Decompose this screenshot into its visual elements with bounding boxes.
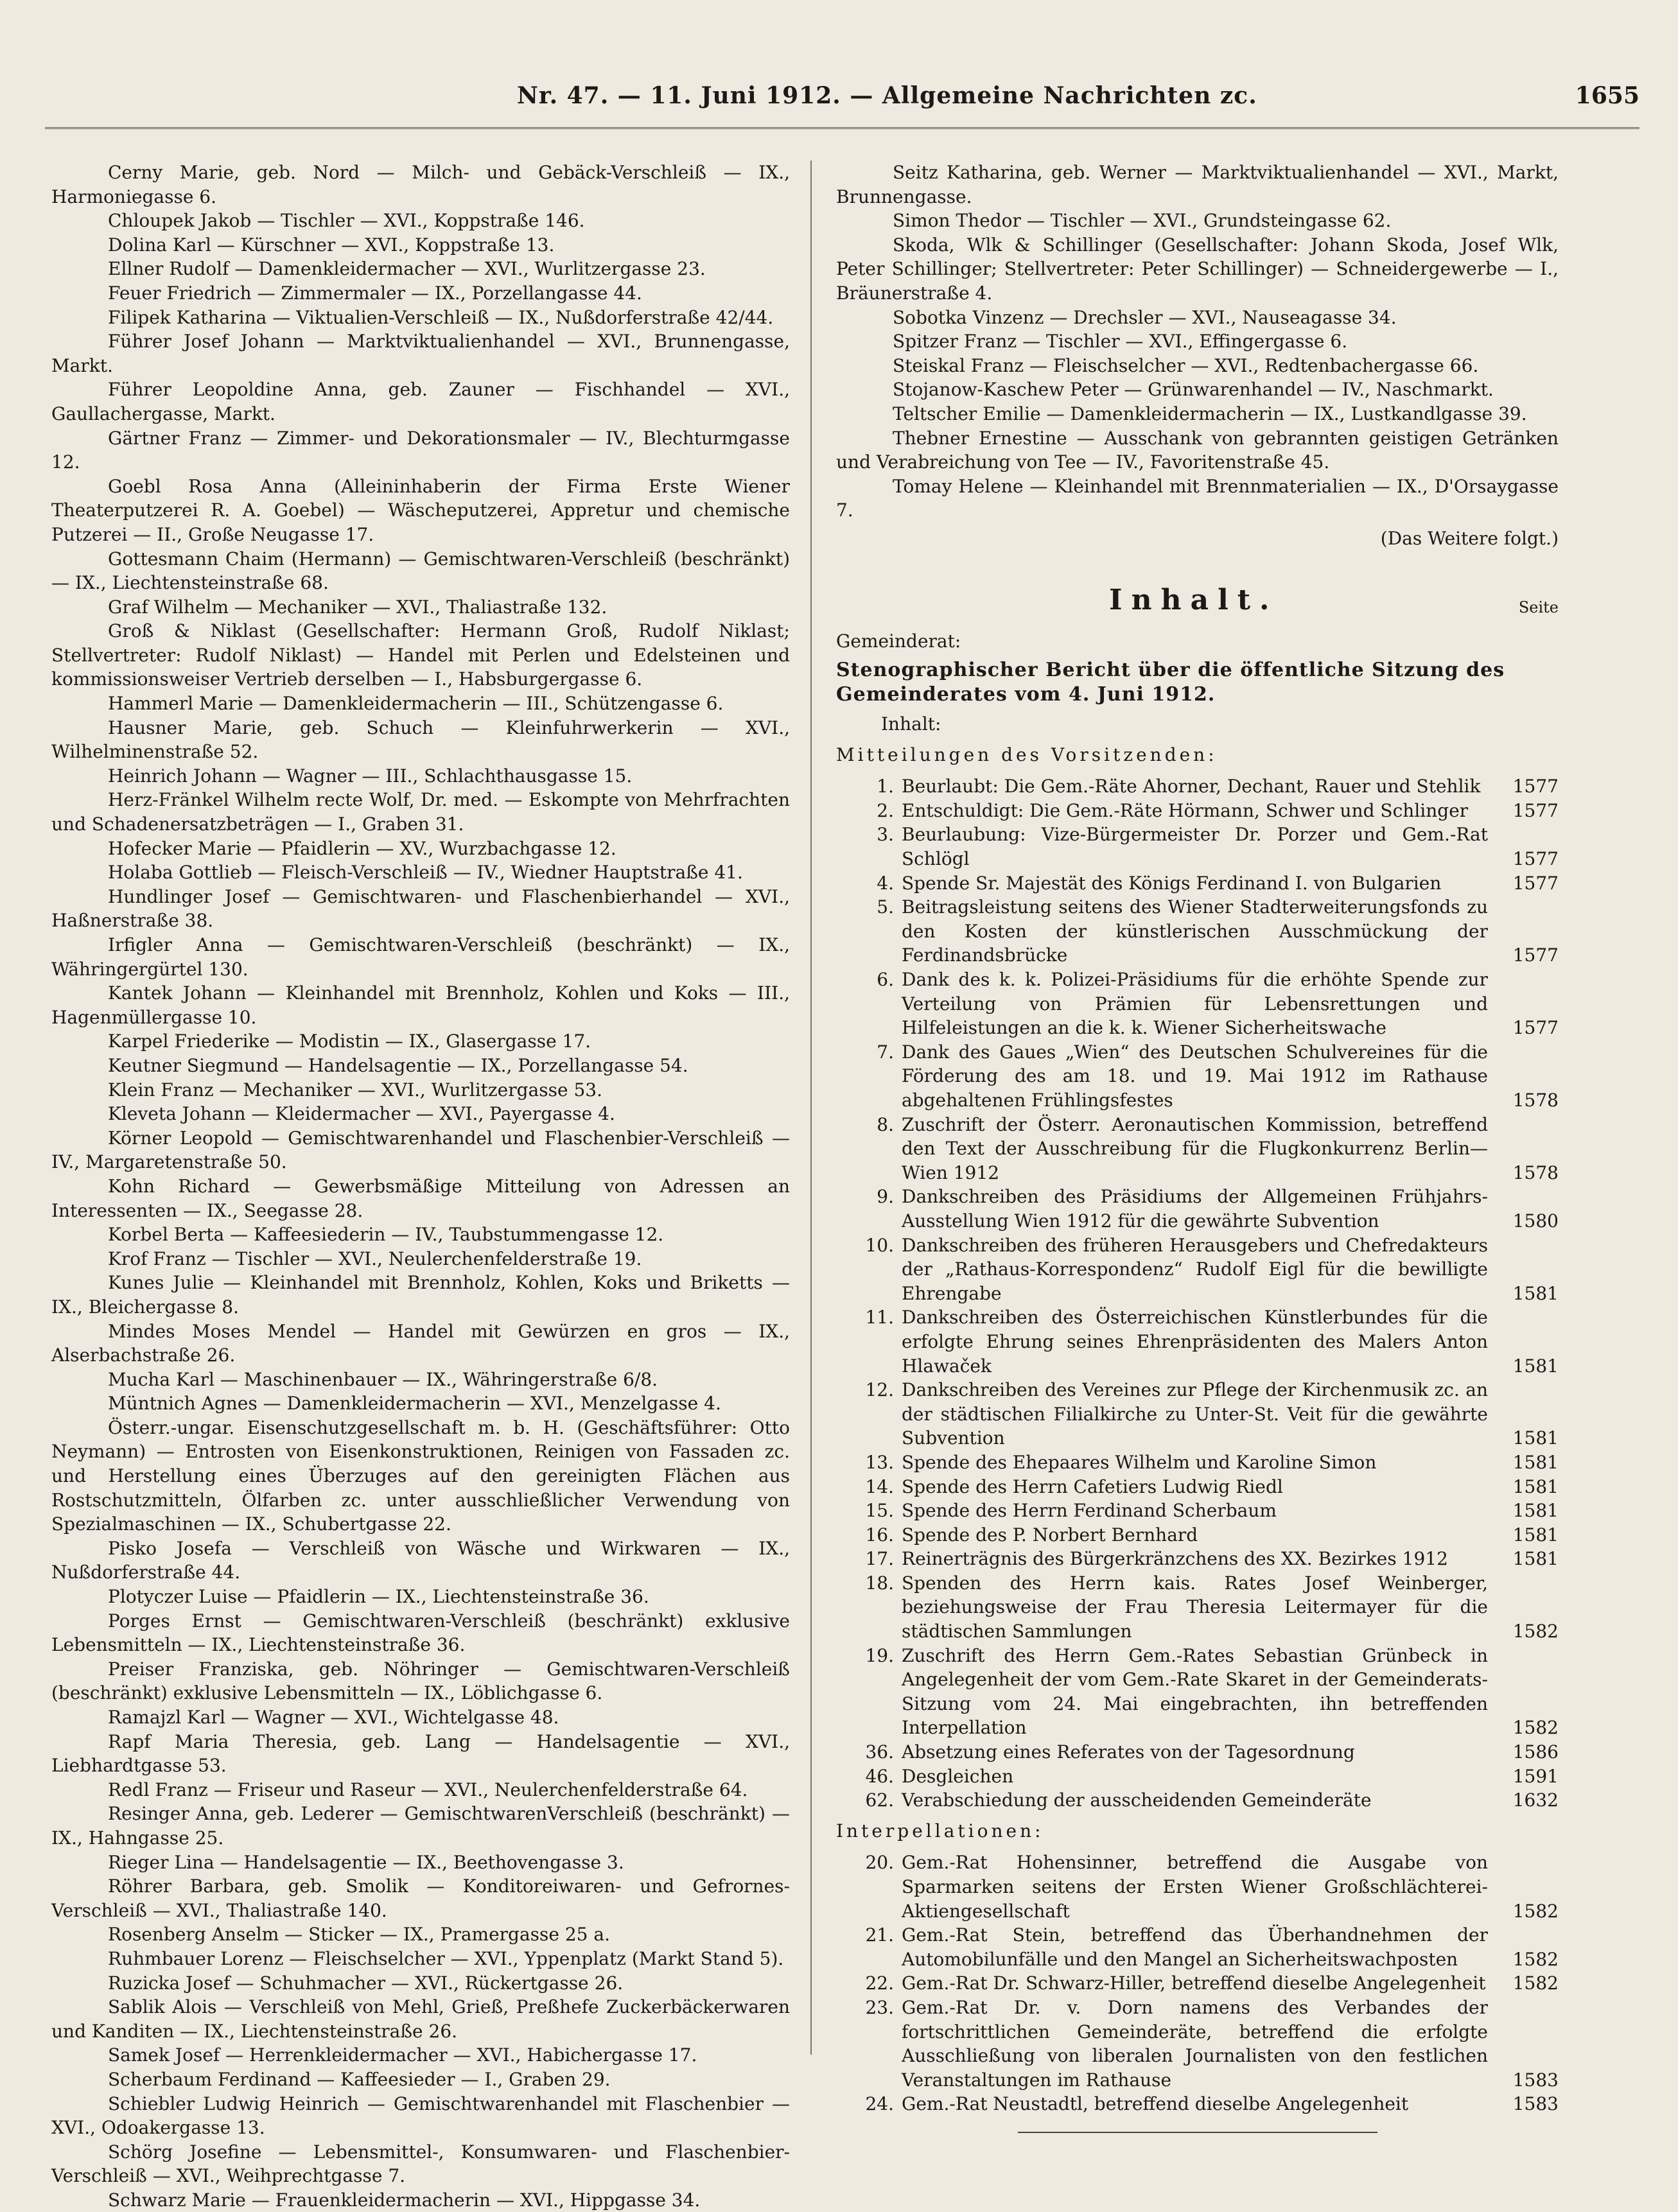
toc-item-page: 1578 [1512, 1162, 1559, 1183]
register-entry: Holaba Gottlieb — Fleisch-Verschleiß — IV., Wiedner Hauptstraße 41. [108, 862, 743, 884]
toc-item-page: 1581 [1512, 1451, 1559, 1473]
register-entry: Hausner Marie, geb. Schuch — Kleinfuhrwerkerin — XVI., Wilhelminenstraße 52. [51, 717, 790, 763]
register-entry: Kunes Julie — Kleinhandel mit Brennholz, Kohlen, Koks und Briketts — IX., Bleichergasse 8. [51, 1272, 790, 1318]
register-entry: Steiskal Franz — Fleischselcher — XVI., Redtenbachergasse 66. [893, 354, 1479, 376]
page-header [45, 76, 1639, 121]
register-entry: Ruzicka Josef — Schuhmacher — XVI., Rückertgasse 26. [108, 1972, 624, 1994]
toc-item [836, 1523, 1559, 1547]
toc-item [836, 871, 1559, 896]
toc-item-page: 1577 [1512, 872, 1559, 894]
register-entry: Rieger Lina — Handelsagentie — IX., Beethovengasse 3. [108, 1851, 624, 1873]
register-entry: Müntnich Agnes — Damenkleidermacherin — XVI., Menzelgasse 4. [108, 1393, 721, 1415]
register-entry: Mucha Karl — Maschinenbauer — IX., Währingerstraße 6/8. [108, 1368, 658, 1390]
toc-item-text: Spenden des Herrn kais. Rates Josef Weinberger, beziehungsweise der Frau Theresia Leitermayer für die städtischen Sammlungen [902, 1572, 1488, 1642]
toc-item-text: Dankschreiben des früheren Herausgebers und Chefredakteurs der „Rathaus-Korrespondenz“ Rudolf Eigl für die bewilligte Ehrengabe [902, 1234, 1488, 1304]
toc-item-number: 24. [865, 2093, 894, 2115]
register-entry: Hofecker Marie — Pfaidlerin — XV., Wurzbachgasse 12. [108, 837, 616, 859]
register-entry: Gottesmann Chaim (Hermann) — Gemischtwaren-Verschleiß (beschränkt) — IX., Liechtensteinstraße 68. [51, 548, 790, 594]
toc-item-number: 15. [865, 1500, 894, 1522]
toc-item [836, 1113, 1559, 1185]
toc-item-number: 11. [865, 1307, 894, 1328]
toc-item-page: 1583 [1512, 2069, 1559, 2091]
toc-item-number: 36. [865, 1741, 894, 1763]
register-entry: Skoda, Wlk & Schillinger (Gesellschafter: Johann Skoda, Josef Wlk, Peter Schillinger; Stellvertreter: Peter Schillinger) — Schneidergewerbe — I., Bräunerstraße 4. [836, 234, 1559, 304]
toc-item-number: 23. [865, 1996, 894, 2018]
toc-item [836, 1185, 1559, 1233]
toc-item-page: 1583 [1512, 2093, 1559, 2115]
register-entry: Sobotka Vinzenz — Drechsler — XVI., Nauseagasse 34. [893, 306, 1397, 328]
toc-item-page: 1581 [1512, 1476, 1559, 1497]
toc-item-text: Zuschrift der Österr. Aeronautischen Kommission, betreffend den Text der Ausschreibung für die Flugkonkurrenz Berlin—Wien 1912 [902, 1113, 1488, 1183]
report-title: Stenographischer Bericht über die öffentliche Sitzung des Gemeinderates vom 4. Juni 1912. [836, 659, 1505, 706]
register-entry: Pisko Josefa — Verschleiß von Wäsche und Wirkwaren — IX., Nußdorferstraße 44. [51, 1537, 790, 1583]
mitteilungen-label: Mitteilungen des Vorsitzenden: [836, 744, 1218, 765]
toc-item-text: Spende des Ehepaares Wilhelm und Karoline Simon [902, 1451, 1377, 1473]
inhalt-heading-row [836, 583, 1559, 627]
register-entry: Korbel Berta — Kaffeesiederin — IV., Taubstummengasse 12. [108, 1224, 664, 1246]
register-entry: Dolina Karl — Kürschner — XVI., Koppstraße 13. [108, 234, 555, 256]
toc-item-page: 1582 [1512, 1948, 1559, 1970]
toc-item [836, 1305, 1559, 1378]
register-entry: Teltscher Emilie — Damenkleidermacherin — IX., Lustkandlgasse 39. [893, 403, 1527, 424]
toc-item-page: 1577 [1512, 776, 1559, 797]
toc-item-text: Beurlaubt: Die Gem.-Räte Ahorner, Dechant, Rauer und Stehlik [902, 776, 1481, 797]
toc-item-number: 19. [865, 1644, 894, 1666]
register-entry: Schiebler Ludwig Heinrich — Gemischtwarenhandel mit Flaschenbier — XVI., Odoakergasse 13. [51, 2093, 790, 2139]
right-column [836, 161, 1559, 2133]
register-entry: Simon Thedor — Tischler — XVI., Grundsteingasse 62. [893, 210, 1392, 232]
toc-item [836, 895, 1559, 968]
toc-item-text: Dankschreiben des Vereines zur Pflege der Kirchenmusik zc. an der städtischen Filialkirche zu Unter-St. Veit für die gewährte Subvention [902, 1379, 1488, 1449]
toc-item [836, 1499, 1559, 1523]
register-entry: Chloupek Jakob — Tischler — XVI., Koppstraße 146. [108, 210, 585, 232]
register-entry: Preiser Franziska, geb. Nöhringer — Gemischtwaren-Verschleiß (beschränkt) exklusive Lebensmitteln — IX., Löblichgasse 6. [51, 1658, 790, 1704]
continued-note: (Das Weitere folgt.) [1380, 527, 1559, 549]
toc-item-page: 1581 [1512, 1427, 1559, 1449]
register-entry: Schörg Josefine — Lebensmittel-, Konsumwaren- und Flaschenbier-Verschleiß — XVI., Weihprechtgasse 7. [51, 2141, 790, 2187]
toc-item-text: Dank des Gaues „Wien“ des Deutschen Schulvereines für die Förderung des am 18. und 19. Mai 1912 im Rathause abgehaltenen Frühlingsfestes [902, 1041, 1488, 1111]
register-entry: Keutner Siegmund — Handelsagentie — IX., Porzellangasse 54. [108, 1054, 688, 1076]
toc-item-page: 1582 [1512, 1973, 1559, 1994]
toc-item-number: 14. [865, 1476, 894, 1497]
register-entry: Irfigler Anna — Gemischtwaren-Verschleiß (beschränkt) — IX., Währingergürtel 130. [51, 934, 790, 980]
inhalt-heading: Inhalt. [1109, 583, 1279, 616]
toc-item-number: 21. [865, 1924, 894, 1946]
toc-item-text: Spende des Herrn Cafetiers Ludwig Riedl [902, 1476, 1283, 1497]
toc-item [836, 1040, 1559, 1113]
toc-item-number: 13. [865, 1451, 894, 1473]
register-entry: Resinger Anna, geb. Lederer — GemischtwarenVerschleiß (beschränkt) — IX., Hahngasse 25. [51, 1803, 790, 1849]
register-entry: Seitz Katharina, geb. Werner — Marktviktualienhandel — XVI., Markt, Brunnengasse. [836, 162, 1559, 207]
toc-item-page: 1577 [1512, 799, 1559, 821]
toc-item-text: Zuschrift des Herrn Gem.-Rates Sebastian Grünbeck in Angelegenheit der vom Gem.-Rate Skaret in der Gemeinderats-Sitzung vom 24. Mai eingebrachten, ihn betreffenden Interpellation [902, 1644, 1488, 1739]
toc-item-text: Gem.-Rat Dr. v. Dorn namens des Verbandes der fortschrittlichen Gemeinderäte, betreffend die erfolgte Ausschließung von liberalen Journalisten von den festlichen Veranstaltungen im Rathause [902, 1996, 1488, 2091]
toc-item-text: Gem.-Rat Neustadtl, betreffend dieselbe Angelegenheit [902, 2093, 1409, 2115]
toc-item-number: 20. [865, 1852, 894, 1874]
register-entry: Schwarz Marie — Frauenkleidermacherin — XVI., Hippgasse 34. [108, 2189, 701, 2211]
toc-item [836, 823, 1559, 871]
register-entry: Spitzer Franz — Tischler — XVI., Effingergasse 6. [893, 331, 1348, 353]
toc-item [836, 1923, 1559, 1971]
register-entry: Mindes Moses Mendel — Handel mit Gewürzen en gros — IX., Alserbachstraße 26. [51, 1320, 790, 1366]
header-title: Nr. 47. — 11. Juni 1912. — Allgemeine Nachrichten zc. [517, 82, 1257, 109]
toc-item-page: 1582 [1512, 1900, 1559, 1922]
register-entry: Gärtner Franz — Zimmer- und Dekorationsmaler — IV., Blechturmgasse 12. [51, 427, 790, 473]
toc-item-page: 1581 [1512, 1282, 1559, 1304]
register-entry: Porges Ernst — Gemischtwaren-Verschleiß (beschränkt) exklusive Lebensmitteln — IX., Liechtensteinstraße 36. [51, 1610, 790, 1656]
register-entry: Österr.-ungar. Eisenschutzgesellschaft m. b. H. (Geschäftsführer: Otto Neymann) — Entrosten von Eisenkonstruktionen, Reinigen von Fassaden zc. und Herstellung eines Überzuges auf den gereinigten Flächen aus Rostschutzmitteln, Ölfarben zc. unter ausschließlicher Verwendung von Spezialmaschinen — IX., Schubertgasse 22. [51, 1416, 790, 1535]
toc-item-page: 1581 [1512, 1548, 1559, 1570]
toc-item [836, 1547, 1559, 1571]
column-divider [810, 161, 812, 2055]
toc-item-number: 22. [865, 1973, 894, 1994]
seite-label: Seite [1518, 598, 1559, 616]
left-column [51, 161, 790, 2212]
register-entry: Rapf Maria Theresia, geb. Lang — Handelsagentie — XVI., Liebhardtgasse 53. [51, 1730, 790, 1777]
toc-item [836, 1764, 1559, 1789]
toc-item-page: 1580 [1512, 1210, 1559, 1232]
toc-item-number: 17. [865, 1548, 894, 1570]
register-entry: Karpel Friederike — Modistin — IX., Glasergasse 17. [108, 1031, 591, 1052]
register-entry: Graf Wilhelm — Mechaniker — XVI., Thaliastraße 132. [108, 596, 607, 618]
toc-item-text: Gem.-Rat Hohensinner, betreffend die Ausgabe von Sparmarken seitens der Ersten Wiener Großschlächterei-Aktiengesellschaft [902, 1852, 1488, 1922]
register-entry: Klein Franz — Mechaniker — XVI., Wurlitzergasse 53. [108, 1079, 602, 1101]
toc-item-text: Spende Sr. Majestät des Königs Ferdinand I. von Bulgarien [902, 872, 1442, 894]
toc-item [836, 1233, 1559, 1306]
toc-item [836, 1971, 1559, 1996]
toc-item-text: Beurlaubung: Vize-Bürgermeister Dr. Porzer und Gem.-Rat Schlögl [902, 824, 1488, 870]
toc-item-number: 3. [877, 824, 894, 846]
interpellation-list [836, 1851, 1559, 2116]
toc-item-number: 9. [877, 1186, 894, 1208]
register-entry: Körner Leopold — Gemischtwarenhandel und Flaschenbier-Verschleiß — IV., Margaretenstraße 50. [51, 1127, 790, 1173]
toc-item [836, 1571, 1559, 1644]
toc-item-number: 5. [877, 896, 894, 918]
right-entries [836, 161, 1559, 523]
toc-item-page: 1577 [1512, 945, 1559, 966]
toc-item [836, 2092, 1559, 2116]
toc-item [836, 774, 1559, 799]
register-entry: Feuer Friedrich — Zimmermaler — IX., Porzellangasse 44. [108, 282, 642, 304]
toc-item [836, 1644, 1559, 1740]
toc-item-page: 1577 [1512, 848, 1559, 870]
toc-item-text: Spende des Herrn Ferdinand Scherbaum [902, 1500, 1277, 1522]
toc-item [836, 1475, 1559, 1499]
toc-item [836, 1450, 1559, 1475]
toc-list [836, 774, 1559, 1813]
toc-item-text: Gem.-Rat Stein, betreffend das Überhandnehmen der Automobilunfälle und den Mangel an Sicherheitswachposten [902, 1924, 1488, 1970]
toc-item-text: Beitragsleistung seitens des Wiener Stadterweiterungsfonds zu den Kosten der künstlerischen Ausschmückung der Ferdinandsbrücke [902, 896, 1488, 966]
toc-item [836, 968, 1559, 1040]
register-entry: Ramajzl Karl — Wagner — XVI., Wichtelgasse 48. [108, 1707, 559, 1728]
register-entry: Herz-Fränkel Wilhelm recte Wolf, Dr. med. — Eskompte von Mehrfrachten und Schadenersatzbeträgen — I., Graben 31. [51, 789, 790, 835]
register-entry: Röhrer Barbara, geb. Smolik — Konditoreiwaren- und Gefrornes-Verschleiß — XVI., Thaliastraße 140. [51, 1876, 790, 1921]
toc-item-page: 1632 [1512, 1790, 1559, 1811]
register-entry: Cerny Marie, geb. Nord — Milch- und Gebäck-Verschleiß — IX., Harmoniegasse 6. [51, 162, 790, 207]
end-rule [1018, 2132, 1377, 2133]
toc-item [836, 799, 1559, 823]
toc-item-text: Entschuldigt: Die Gem.-Räte Hörmann, Schwer und Schlinger [902, 799, 1469, 821]
toc-item-number: 16. [865, 1524, 894, 1546]
page-number: 1655 [1575, 82, 1639, 109]
toc-item-number: 2. [877, 799, 894, 821]
toc-item-text: Dankschreiben des Präsidiums der Allgemeinen Frühjahrs-Ausstellung Wien 1912 für die gewährte Subvention [902, 1186, 1488, 1232]
interpellationen-label: Interpellationen: [836, 1820, 1044, 1842]
register-entry: Sablik Alois — Verschleiß von Mehl, Grieß, Preßhefe Zuckerbäckerwaren und Kanditen — IX., Liechtensteinstraße 26. [51, 1996, 790, 2042]
inhalt-label: Inhalt: [881, 713, 941, 735]
header-rule [45, 127, 1639, 129]
toc-item-number: 10. [865, 1234, 894, 1256]
toc-item-number: 1. [877, 776, 894, 797]
register-entry: Tomay Helene — Kleinhandel mit Brennmaterialien — IX., D'Orsaygasse 7. [836, 475, 1559, 521]
register-entry: Stojanow-Kaschew Peter — Grünwarenhandel — IV., Naschmarkt. [893, 379, 1494, 401]
toc-item-text: Spende des P. Norbert Bernhard [902, 1524, 1198, 1546]
register-entry: Ruhmbauer Lorenz — Fleischselcher — XVI., Yppenplatz (Markt Stand 5). [108, 1947, 784, 1969]
toc-item-page: 1581 [1512, 1500, 1559, 1522]
register-entry: Groß & Niklast (Gesellschafter: Hermann Groß, Rudolf Niklast; Stellvertreter: Rudolf Niklast) — Handel mit Perlen und Edelsteinen und kommissionsweiser Vertrieb derselben — I., Habsburgergasse 6. [51, 620, 790, 690]
toc-item-text: Absetzung eines Referates von der Tagesordnung [902, 1741, 1355, 1763]
register-entry: Filipek Katharina — Viktualien-Verschleiß — IX., Nußdorferstraße 42/44. [108, 306, 774, 328]
toc-item [836, 1788, 1559, 1813]
register-entry: Redl Franz — Friseur und Raseur — XVI., Neulerchenfelderstraße 64. [108, 1779, 748, 1800]
register-entry: Goebl Rosa Anna (Alleininhaberin der Firma Erste Wiener Theaterputzerei R. A. Goebel) — Wäscheputzerei, Appretur und chemische Putzerei — II., Große Neugasse 17. [51, 475, 790, 545]
register-entry: Heinrich Johann — Wagner — III., Schlachthausgasse 15. [108, 765, 633, 787]
toc-item-text: Dank des k. k. Polizei-Präsidiums für die erhöhte Spende zur Verteilung von Prämien für Lebensrettungen und Hilfeleistungen an die k. k. Wiener Sicherheitswache [902, 969, 1488, 1039]
toc-item-text: Verabschiedung der ausscheidenden Gemeinderäte [902, 1790, 1372, 1811]
toc-item [836, 1740, 1559, 1764]
toc-item-page: 1591 [1512, 1765, 1559, 1787]
toc-item-number: 8. [877, 1113, 894, 1135]
toc-item [836, 1851, 1559, 1923]
register-entry: Thebner Ernestine — Ausschank von gebrannten geistigen Getränken und Verabreichung von Tee — IV., Favoritenstraße 45. [836, 427, 1559, 473]
toc-item-page: 1581 [1512, 1524, 1559, 1546]
register-entry: Hundlinger Josef — Gemischtwaren- und Flaschenbierhandel — XVI., Haßnerstraße 38. [51, 885, 790, 932]
toc-item-number: 18. [865, 1572, 894, 1594]
toc-item-page: 1582 [1512, 1621, 1559, 1642]
toc-item-page: 1586 [1512, 1741, 1559, 1763]
register-entry: Kantek Johann — Kleinhandel mit Brennholz, Kohlen und Koks — III., Hagenmüllergasse 10. [51, 982, 790, 1028]
toc-item-text: Gem.-Rat Dr. Schwarz-Hiller, betreffend dieselbe Angelegenheit [902, 1973, 1486, 1994]
toc-item-page: 1582 [1512, 1717, 1559, 1739]
register-entry: Samek Josef — Herrenkleidermacher — XVI., Habichergasse 17. [108, 2044, 697, 2066]
toc-item [836, 1996, 1559, 2092]
toc-item-number: 12. [865, 1379, 894, 1401]
toc-item-number: 62. [865, 1790, 894, 1811]
register-entry: Hammerl Marie — Damenkleidermacherin — III., Schützengasse 6. [108, 693, 724, 715]
toc-item-text: Desgleichen [902, 1765, 1014, 1787]
register-entry: Krof Franz — Tischler — XVI., Neulerchenfelderstraße 19. [108, 1248, 642, 1269]
toc-item-page: 1581 [1512, 1355, 1559, 1377]
section-label: Gemeinderat: [836, 630, 961, 652]
register-entry: Ellner Rudolf — Damenkleidermacher — XVI., Wurlitzergasse 23. [108, 258, 706, 280]
toc-item-page: 1577 [1512, 1017, 1559, 1039]
register-entry: Führer Josef Johann — Marktviktualienhandel — XVI., Brunnengasse, Markt. [51, 331, 790, 376]
toc-item-number: 4. [877, 872, 894, 894]
toc-item-text: Reinerträgnis des Bürgerkränzchens des XX. Bezirkes 1912 [902, 1548, 1448, 1570]
register-entry: Rosenberg Anselm — Sticker — IX., Pramergasse 25 a. [108, 1924, 610, 1946]
toc-item-page: 1578 [1512, 1090, 1559, 1111]
register-entry: Führer Leopoldine Anna, geb. Zauner — Fischhandel — XVI., Gaullachergasse, Markt. [51, 379, 790, 424]
register-entry: Kleveta Johann — Kleidermacher — XVI., Payergasse 4. [108, 1103, 615, 1125]
toc-item-number: 6. [877, 969, 894, 991]
toc-item-number: 46. [865, 1765, 894, 1787]
toc-item [836, 1378, 1559, 1450]
register-entry: Kohn Richard — Gewerbsmäßige Mitteilung von Adressen an Interessenten — IX., Seegasse 28. [51, 1175, 790, 1221]
register-entry: Plotyczer Luise — Pfaidlerin — IX., Liechtensteinstraße 36. [108, 1586, 649, 1608]
register-entry: Scherbaum Ferdinand — Kaffeesieder — I., Graben 29. [108, 2068, 611, 2090]
toc-item-text: Dankschreiben des Österreichischen Künstlerbundes für die erfolgte Ehrung seines Ehrenpräsidenten des Malers Anton Hlawaček [902, 1307, 1488, 1377]
toc-item-number: 7. [877, 1041, 894, 1063]
